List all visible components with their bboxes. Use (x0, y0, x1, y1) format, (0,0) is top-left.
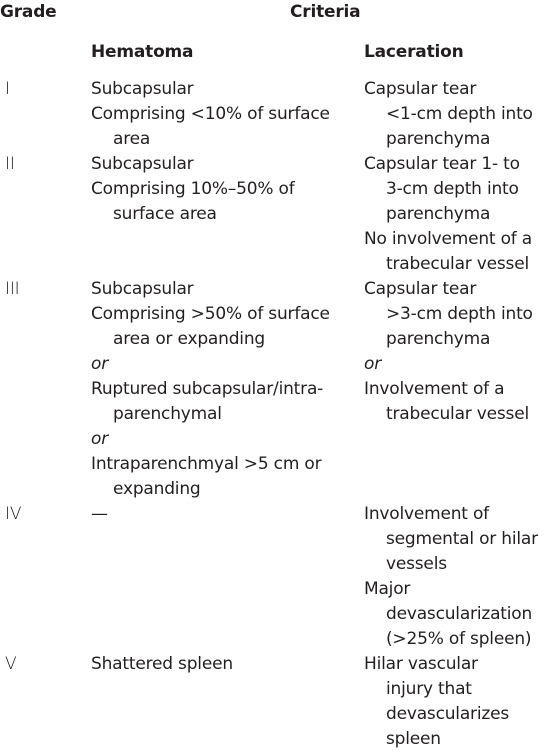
hematoma-criterion: Intraparenchmyal >5 cm or expanding (91, 454, 322, 499)
laceration-criterion: No involvement of a trabecular vessel (364, 229, 532, 274)
hematoma-criterion: Shattered spleen (91, 654, 233, 674)
laceration-criterion: Capsular tear >3-cm depth into parenchyma (364, 279, 533, 349)
laceration-criterion: Involvement of a trabecular vessel (364, 379, 529, 424)
hematoma-criterion: — (91, 504, 108, 524)
hematoma-criterion: Subcapsular (91, 154, 194, 174)
hematoma-column-header: Hematoma (91, 42, 194, 62)
hematoma-criterion: Comprising 10%–50% of surface area (91, 179, 295, 224)
laceration-cell (364, 77, 550, 152)
hematoma-criterion: Subcapsular (91, 279, 194, 299)
laceration-criterion: Capsular tear 1- to 3-cm depth into parenchyma (364, 154, 520, 224)
hematoma-cell (91, 277, 353, 502)
grade-label: IV (5, 504, 22, 524)
grade-label: I (5, 79, 10, 99)
hematoma-cell (91, 152, 353, 227)
hematoma-criterion: Comprising >50% of surface area or expanding (91, 304, 330, 349)
criteria-column-header: Criteria (290, 2, 361, 22)
grade-label: V (5, 654, 17, 674)
or-connector: or (91, 354, 108, 374)
grade-column-header: Grade (0, 2, 57, 22)
hematoma-cell (91, 652, 353, 677)
grade-label: II (5, 154, 15, 174)
laceration-cell (364, 277, 550, 427)
laceration-cell (364, 152, 550, 277)
laceration-cell (364, 652, 550, 752)
laceration-criterion: Capsular tear <1-cm depth into parenchyma (364, 79, 533, 149)
or-connector: or (364, 354, 381, 374)
laceration-criterion: Hilar vascular injury that devascularizes spleen (364, 654, 509, 749)
laceration-column-header: Laceration (364, 42, 464, 62)
hematoma-cell (91, 502, 353, 527)
hematoma-cell (91, 77, 353, 152)
hematoma-criterion: Ruptured subcapsular/intra- parenchymal (91, 379, 324, 424)
laceration-criterion: Major devascularization (>25% of spleen) (364, 579, 533, 649)
laceration-criterion: Involvement of segmental or hilar vessels (364, 504, 538, 574)
hematoma-criterion: Comprising <10% of surface area (91, 104, 330, 149)
or-connector: or (91, 429, 108, 449)
hematoma-criterion: Subcapsular (91, 79, 194, 99)
laceration-cell (364, 502, 550, 652)
grade-label: III (5, 279, 20, 299)
